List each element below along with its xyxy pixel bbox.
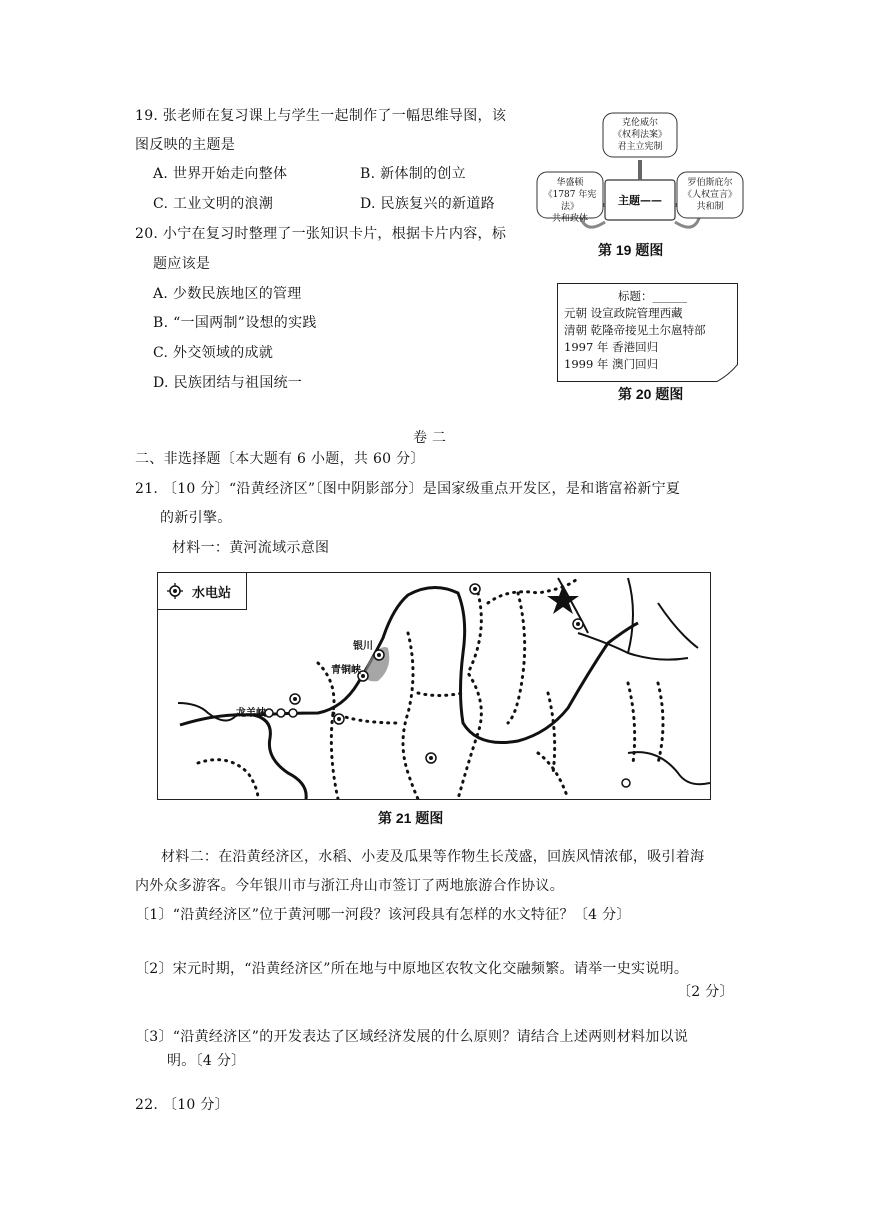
q19-option-a: A. 世界开始走向整体 (153, 166, 288, 182)
q20-figure-caption: 第 20 题图 (618, 386, 684, 402)
q19-figure-caption: 第 19 题图 (598, 242, 664, 258)
q20-knowledge-card (557, 283, 738, 382)
yellow-river-map (157, 572, 711, 800)
map-label-qingtongxia: 青铜峡 (331, 665, 361, 676)
q20-option-a: A. 少数民族地区的管理 (153, 286, 302, 302)
part2-heading: 卷 二 (413, 430, 447, 446)
q19-mind-map (535, 110, 745, 240)
q21-material1-label: 材料一：黄河流域示意图 (172, 540, 330, 556)
mind-map-top-node: 克伦威尔 《权利法案》 君主立宪制 (612, 118, 667, 152)
hydropower-station-icon (622, 779, 630, 787)
q19-stem-line2: 图反映的主题是 (135, 137, 236, 153)
section-heading: 二、非选择题〔本大题有 6 小题，共 60 分〕 (135, 451, 425, 467)
hydropower-station-icon (167, 583, 183, 599)
card-row: 1997 年 香港回归 (564, 340, 659, 354)
yellow-river (180, 715, 306, 799)
map-legend (158, 573, 247, 610)
capital-star-icon (547, 585, 579, 614)
q21-subquestion-1: 〔1〕“沿黄经济区”位于黄河哪一河段？该河段具有怎样的水文特征？〔4 分〕 (135, 907, 631, 923)
q20-option-d: D. 民族团结与祖国统一 (153, 375, 303, 391)
q22-stem: 22. 〔10 分〕 (135, 1097, 229, 1113)
q20-stem-line2: 题应该是 (153, 256, 211, 272)
q21-subquestion-3-line2: 明。〔4 分〕 (167, 1053, 246, 1069)
hydropower-station-icon (277, 709, 285, 717)
q19-option-b: B. 新体制的创立 (360, 166, 466, 182)
q21-material2-line1: 材料二：在沿黄经济区，水稻、小麦及瓜果等作物生长茂盛，回族风情浓郁，吸引着海 (161, 849, 705, 865)
hydropower-station-icon (289, 709, 297, 717)
q19-stem-line1: 19. 张老师在复习课上与学生一起制作了一幅思维导图，该 (135, 108, 507, 124)
q19-option-c: C. 工业文明的浪潮 (153, 196, 274, 212)
mind-map-left-node: 华盛顿 《1787 年宪法》 共和政体 (543, 178, 597, 224)
map-label-yinchuan: 银川 (353, 641, 373, 652)
q19-option-d: D. 民族复兴的新道路 (360, 196, 495, 212)
q21-subquestion-2-score: 〔2 分〕 (677, 984, 734, 1000)
q21-stem-line1: 21. 〔10 分〕“沿黄经济区”〔图中阴影部分〕是国家级重点开发区，是和谐富裕新宁夏 (135, 481, 681, 497)
legend-label: 水电站 (192, 586, 232, 601)
q20-option-c: C. 外交领域的成就 (153, 345, 274, 361)
card-curl-icon (716, 364, 738, 382)
card-title: 标题：______ (618, 289, 687, 303)
mind-map-right-node: 罗伯斯庇尔 《人权宣言》 共和制 (682, 178, 737, 212)
map-label-longyangxia: 龙羊峡 (236, 708, 266, 719)
q20-stem-line1: 20. 小宁在复习时整理了一张知识卡片，根据卡片内容，标 (135, 226, 507, 242)
q20-option-b: B. “一国两制”设想的实践 (153, 315, 317, 331)
card-row: 1999 年 澳门回归 (564, 357, 659, 371)
card-row: 元朝 设宣政院管理西藏 (564, 306, 683, 320)
card-row: 清朝 乾隆帝接见土尔扈特部 (564, 323, 706, 337)
q21-stem-line2: 的新引擎。 (160, 510, 232, 526)
hydropower-station-icon (265, 709, 273, 717)
q21-subquestion-2: 〔2〕宋元时期，“沿黄经济区”所在地与中原地区农牧文化交融频繁。请举一史实说明。 (135, 961, 689, 977)
q21-material2-line2: 内外众多游客。今年银川市与浙江舟山市签订了两地旅游合作协议。 (135, 878, 564, 894)
mind-map-center-node: 主题—— (618, 194, 662, 207)
q21-figure-caption: 第 21 题图 (378, 810, 444, 826)
q21-subquestion-3-line1: 〔3〕“沿黄经济区”的开发表达了区域经济发展的什么原则？请结合上述两则材料加以说 (135, 1029, 689, 1045)
